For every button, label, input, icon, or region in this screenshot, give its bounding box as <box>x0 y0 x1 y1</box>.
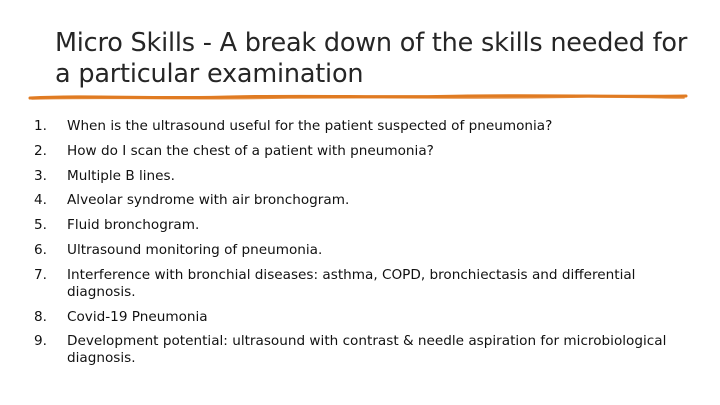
slide-title: Micro Skills - A break down of the skills needed for a particular examination <box>55 28 688 89</box>
item-text: Covid-19 Pneumonia <box>67 308 208 325</box>
item-text: Interference with bronchial diseases: asthma, COPD, bronchiectasis and differential diagnosis. <box>67 266 636 300</box>
list-item <box>34 309 684 326</box>
item-text: Fluid bronchogram. <box>67 217 200 234</box>
item-number: 3. <box>34 167 47 184</box>
list-item <box>34 333 684 367</box>
item-number: 9. <box>34 333 47 350</box>
item-number: 1. <box>34 118 47 134</box>
item-text: Development potential: ultrasound with contrast & needle aspiration for microbiological diagnosis. <box>67 333 667 367</box>
topic-list <box>34 118 684 375</box>
item-text: Alveolar syndrome with air bronchogram. <box>67 192 350 209</box>
list-item <box>34 242 684 259</box>
item-text: Multiple B lines. <box>67 167 175 184</box>
list-item <box>34 118 684 135</box>
item-text: How do I scan the chest of a patient with pneumonia? <box>67 142 434 159</box>
item-number: 8. <box>34 308 47 325</box>
title-underline <box>28 90 688 104</box>
list-item <box>34 168 684 185</box>
list-item <box>34 267 684 301</box>
item-number: 5. <box>34 217 47 234</box>
item-number: 4. <box>34 192 47 209</box>
list-item <box>34 217 684 234</box>
item-number: 6. <box>34 241 47 258</box>
item-number: 2. <box>34 142 47 159</box>
list-item <box>34 192 684 209</box>
item-text: When is the ultrasound useful for the patient suspected of pneumonia? <box>67 118 553 134</box>
item-number: 7. <box>34 266 47 283</box>
item-text: Ultrasound monitoring of pneumonia. <box>67 241 323 258</box>
list-item <box>34 143 684 160</box>
